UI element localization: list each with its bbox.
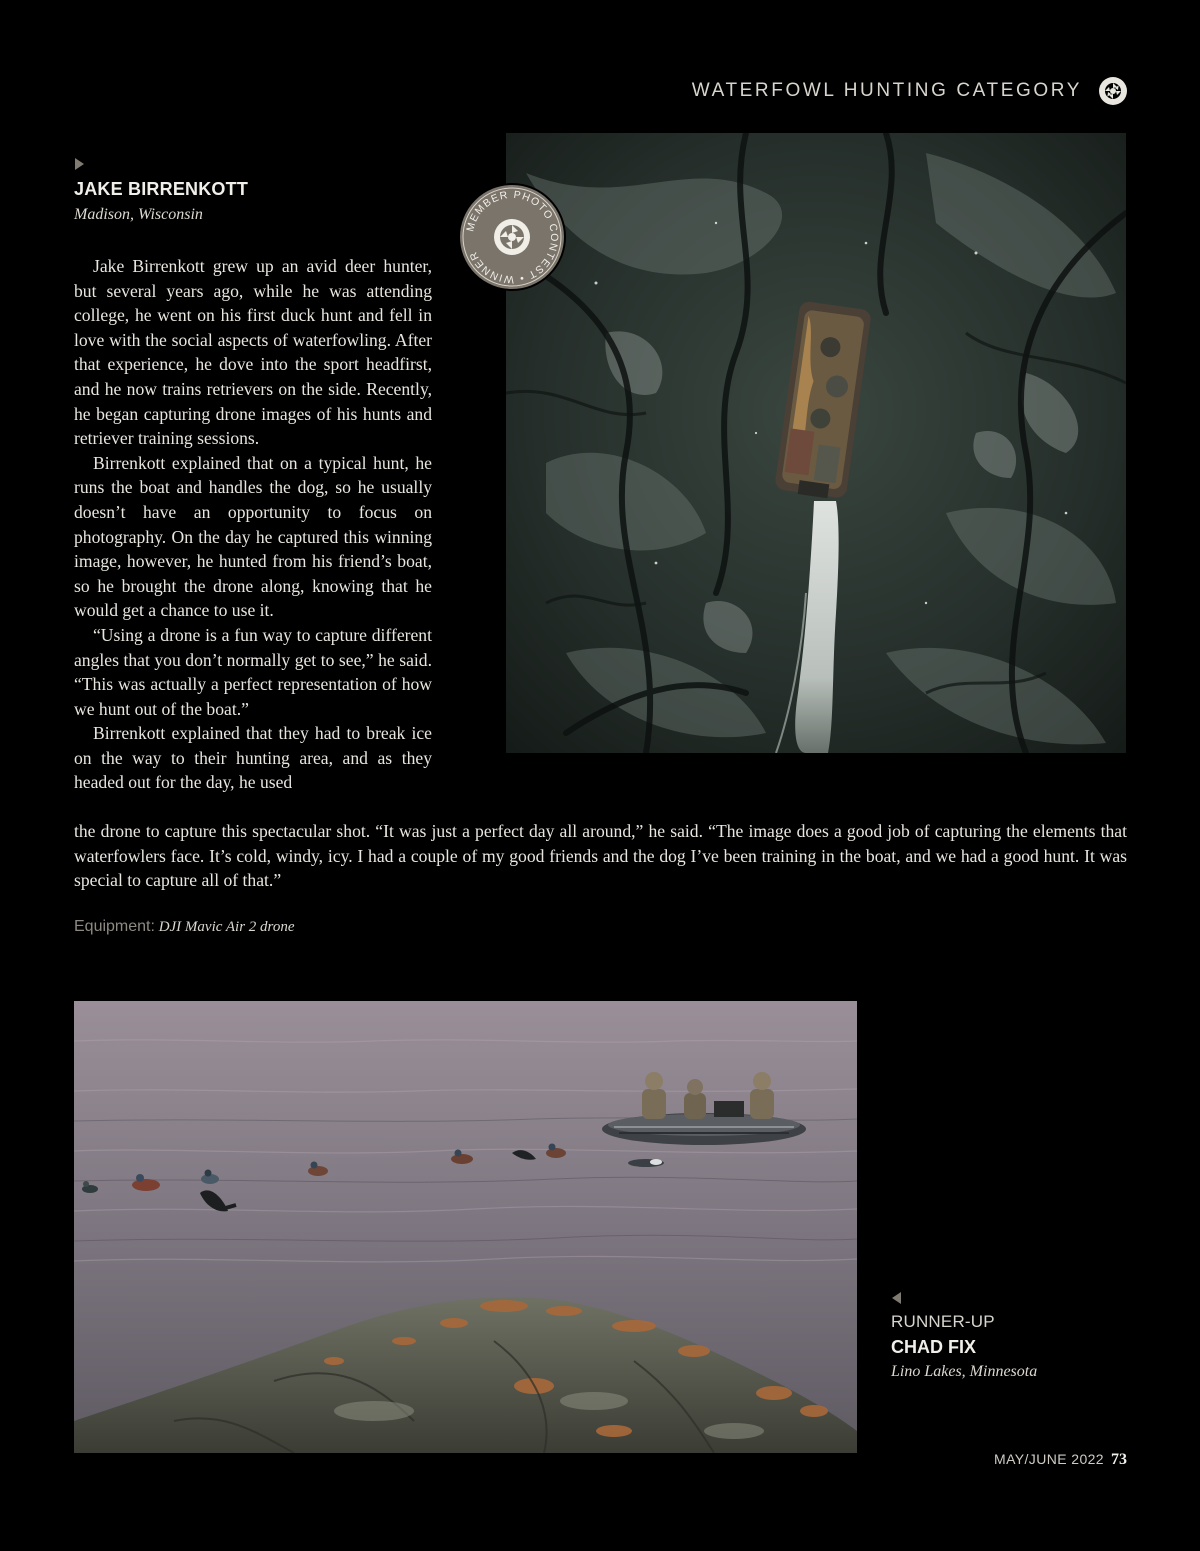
runner-up-label: RUNNER-UP — [891, 1312, 995, 1331]
page-footer — [994, 1451, 1127, 1469]
paragraph: Birrenkott explained that they had to break ice on the way to their hunting area, and as they headed out for the day, he used — [74, 723, 432, 793]
paragraph: Jake Birrenkott grew up an avid deer hunter, but several years ago, while he was attending college, he went on his first duck hunt and fell in love with the social aspects of waterfowling. After that experience, he dove into the sport headfirst, and he now trains retrievers on the side. Recently, he began capturing drone images of his hunts and retriever training sessions. — [74, 256, 432, 449]
winner-name: JAKE BIRRENKOTT — [74, 179, 249, 199]
equipment-value: DJI Mavic Air 2 drone — [158, 919, 295, 935]
arrow-right-icon — [75, 158, 84, 170]
runner-up-photo — [74, 1001, 857, 1453]
aperture-icon — [1098, 76, 1128, 106]
aperture-icon — [494, 219, 530, 255]
winner-location: Madison, Wisconsin — [74, 206, 203, 223]
arrow-left-icon — [892, 1292, 901, 1304]
runner-up-location: Lino Lakes, Minnesota — [891, 1363, 1038, 1380]
category-header — [692, 76, 1128, 106]
page-number: 73 — [1111, 1451, 1127, 1468]
winning-drone-photo — [506, 133, 1126, 753]
category-title: WATERFOWL HUNTING CATEGORY — [691, 80, 1082, 101]
winner-badge — [458, 183, 566, 291]
paragraph: “Using a drone is a fun way to capture different angles that you don’t normally get to see,” he said. “This was actually a perfect representation of how we hunt out of the boat.” — [74, 624, 432, 719]
article-body — [74, 254, 432, 795]
badge-text: MEMBER PHOTO CONTEST • WINNER — [464, 188, 561, 286]
article-body-continued — [74, 819, 1127, 893]
paragraph: the drone to capture this spectacular shot. “It was just a perfect day all around,” he said. “The image does a good job of capturing the elements that waterfowlers face. It’s cold, windy, icy. I had a couple of my good friends and the dog I’ve been training in the boat, and we had a good hunt. It was special to capture all of that.” — [74, 821, 1127, 891]
paragraph: Birrenkott explained that on a typical hunt, he runs the boat and handles the dog, so he usually doesn’t have an opportunity to focus on photography. On the day he captured this winning image, however, he hunted from his friend’s boat, so he brought the drone along, knowing that he would get a chance to use it. — [74, 452, 432, 621]
runner-up-name: CHAD FIX — [891, 1337, 976, 1357]
equipment-credit — [74, 918, 295, 936]
equipment-label: Equipment: — [74, 918, 155, 935]
issue-date: MAY/JUNE 2022 — [994, 1451, 1104, 1467]
